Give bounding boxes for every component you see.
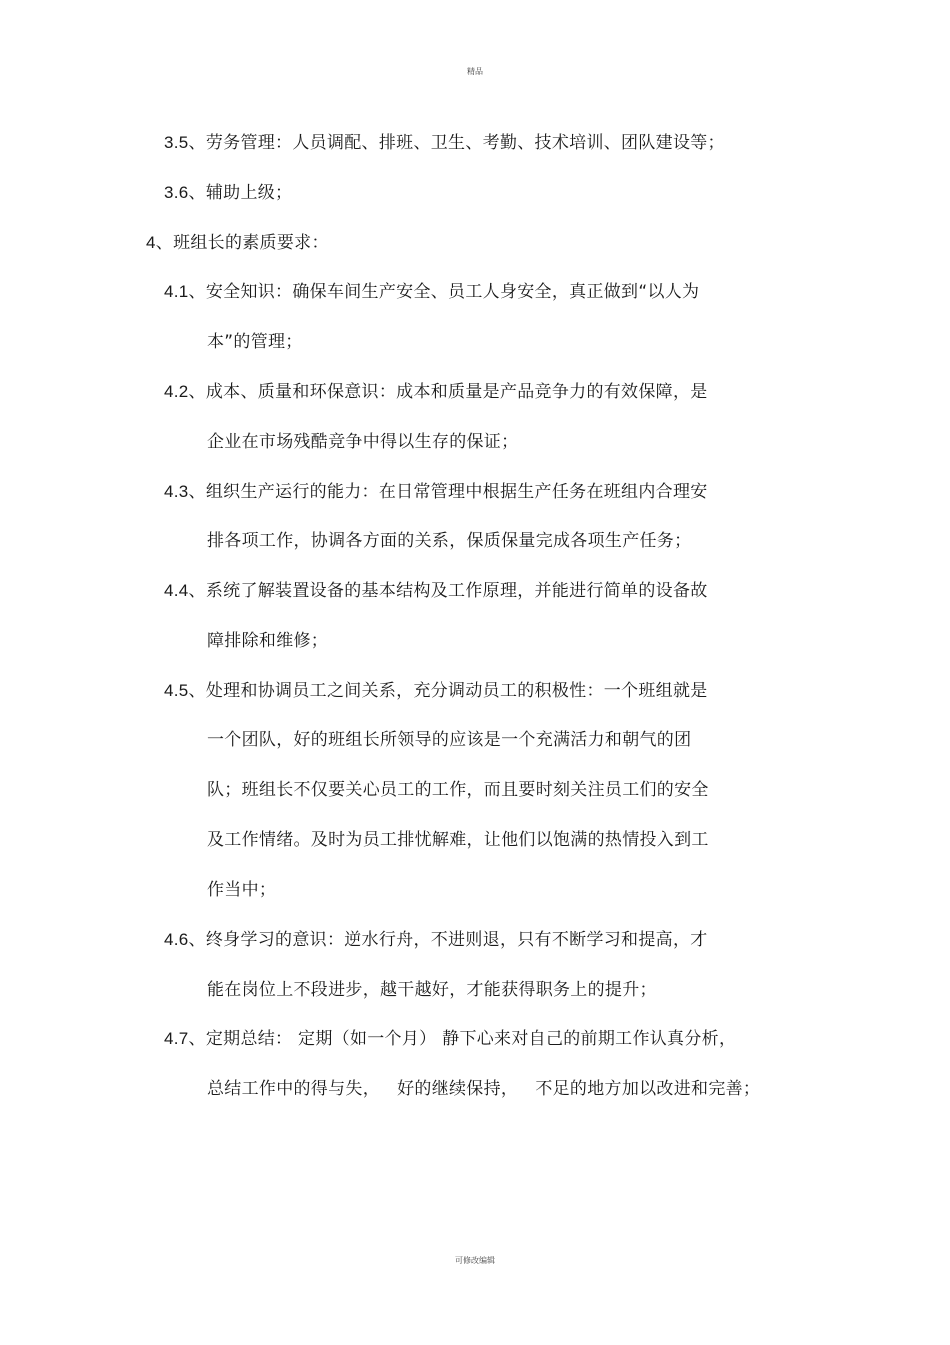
list-item bbox=[164, 182, 292, 204]
item-continuation: 本”的管理； bbox=[207, 332, 303, 352]
item-continuation: 一个团队，好的班组长所领导的应该是一个充满活力和朝气的团 bbox=[207, 730, 692, 750]
list-item bbox=[164, 580, 708, 602]
item-number: 3.6、 bbox=[164, 183, 206, 202]
section-heading bbox=[146, 232, 329, 254]
item-number: 4.6、 bbox=[164, 930, 206, 949]
section-number: 4、 bbox=[146, 233, 174, 252]
item-number: 4.5、 bbox=[164, 681, 206, 700]
item-continuation: 障排除和维修； bbox=[207, 631, 329, 651]
list-item bbox=[164, 381, 708, 403]
item-text: 系统了解装置设备的基本结构及工作原理，并能进行简单的设备故 bbox=[205, 581, 708, 601]
item-continuation: 排各项工作，协调各方面的关系，保质保量完成各项生产任务； bbox=[207, 531, 692, 551]
item-continuation: 队；班组长不仅要关心员工的工作，而且要时刻关注员工们的安全 bbox=[207, 780, 709, 800]
list-item bbox=[164, 1028, 736, 1050]
footer-watermark: 可修改编辑 bbox=[455, 1256, 495, 1265]
item-continuation: 总结工作中的得与失， 好的继续保持， 不足的地方加以改进和完善； bbox=[207, 1079, 761, 1099]
item-text: 终身学习的意识：逆水行舟，不进则退，只有不断学习和提高，才 bbox=[205, 930, 708, 950]
list-item bbox=[164, 929, 708, 951]
item-continuation: 及工作情绪。及时为员工排忧解难，让他们以饱满的热情投入到工 bbox=[207, 830, 709, 850]
item-number: 4.3、 bbox=[164, 482, 206, 501]
list-item bbox=[164, 481, 708, 503]
item-text: 劳务管理：人员调配、排班、卫生、考勤、技术培训、团队建设等； bbox=[205, 133, 725, 153]
item-text: 定期总结： 定期（如一个月） 静下心来对自己的前期工作认真分析， bbox=[205, 1029, 737, 1049]
item-text: 安全知识：确保车间生产安全、员工人身安全，真正做到“以人为 bbox=[205, 282, 700, 302]
list-item bbox=[164, 281, 699, 303]
header-watermark: 精品 bbox=[467, 67, 483, 76]
item-continuation: 能在岗位上不段进步，越干越好，才能获得职务上的提升； bbox=[207, 980, 657, 1000]
item-number: 4.2、 bbox=[164, 382, 206, 401]
item-continuation: 企业在市场残酷竞争中得以生存的保证； bbox=[207, 432, 519, 452]
item-number: 4.7、 bbox=[164, 1029, 206, 1048]
item-text: 组织生产运行的能力：在日常管理中根据生产任务在班组内合理安 bbox=[205, 482, 708, 502]
section-title: 班组长的素质要求： bbox=[173, 233, 329, 253]
item-number: 3.5、 bbox=[164, 133, 206, 152]
list-item bbox=[164, 132, 725, 154]
item-text: 处理和协调员工之间关系，充分调动员工的积极性：一个班组就是 bbox=[205, 681, 708, 701]
item-number: 4.4、 bbox=[164, 581, 206, 600]
item-text: 成本、质量和环保意识：成本和质量是产品竞争力的有效保障，是 bbox=[205, 382, 708, 402]
item-text: 辅助上级； bbox=[205, 183, 293, 203]
list-item bbox=[164, 680, 708, 702]
item-number: 4.1、 bbox=[164, 282, 206, 301]
item-continuation: 作当中； bbox=[207, 880, 277, 900]
